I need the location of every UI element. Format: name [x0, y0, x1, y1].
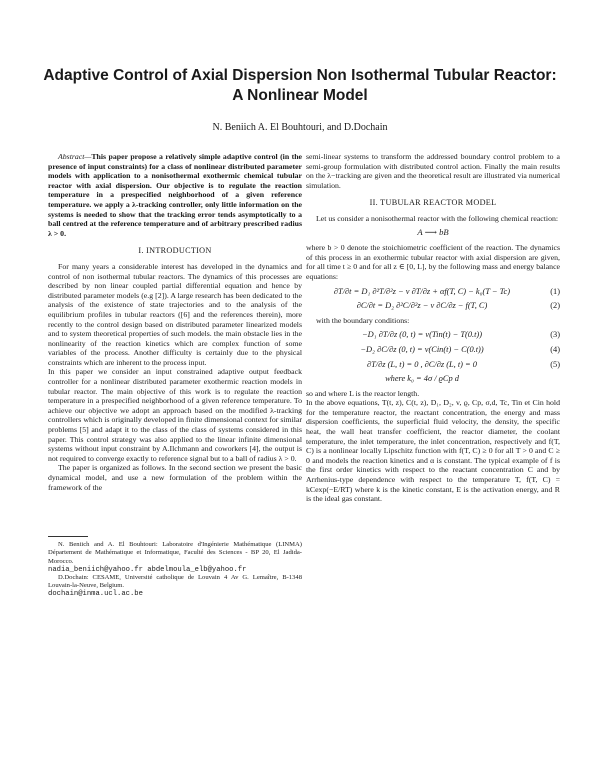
equation-body: −D₂ ∂C/∂z (0, t) = v(Cin(t) − C(0.t))	[360, 344, 484, 354]
right-column	[306, 152, 560, 504]
intro-paragraph: The paper is organized as follows. In the second section we present the basic dynamical model, and use a new formulation of the problem within the framework of the	[48, 463, 302, 492]
body-paragraph: so and where L is the reactor length.	[306, 388, 420, 398]
section-heading-model: II. TUBULAR REACTOR MODEL	[369, 198, 497, 208]
equation	[306, 360, 560, 370]
intro-paragraph: For many years a considerable interest has developed in the dynamics and control of non isothermal tubular reactors. The dynamics of this processes are described by non linear coupled partial differential equation and hence by distributed parameter models (e.g [2]). A large research has been dedicated to the analysis of the existence of state trajectories and to the analysis of the equilibrium profiles in tubular reactors ([6] and the references therein), more recently to the control design based on distributed parameter linearized models and to system theoretical properties of such models. the main obstacle lies in the nonlinearity of the reaction kinetics which are complex function of some variables of the process. Another difficulty is certainly due to the physical constraints which are inherent to the process input.	[48, 261, 302, 367]
footnote-email[interactable]: nadia_beniich@yahoo.fr abdelmoula_elb@yahoo.fr	[48, 565, 247, 574]
equation-body: ∂T/∂t = D₁ ∂²T/∂²z − v ∂T/∂z + αf(T, C) − k₀(T − Tc)	[333, 286, 511, 296]
footnote-affiliation: N. Beniich and A. El Bouhtouri: Laboratoire d'Ingénierie Mathématique (LINMA) Département de Mathématique et Informatique, Faculté des Sciences - BP 20, El Jadida- Morocco.	[48, 541, 302, 565]
equation-number: (1)	[550, 286, 560, 296]
equation-number: (3)	[550, 330, 560, 340]
equation-body: ∂C/∂t = D₂ ∂²C/∂²z − v ∂C/∂z − f(T, C)	[356, 301, 488, 311]
paper-title: Adaptive Control of Axial Dispersion Non Isothermal Tubular Reactor: A Nonlinear Model	[43, 67, 557, 104]
chemical-reaction: A ⟶ bB	[417, 226, 449, 237]
footnote-email[interactable]: dochain@inma.ucl.ac.be	[48, 590, 143, 599]
footnote-affiliation: D.Dochain: CESAME, Université catholique de Louvain 4 Av G. Lemaître, B-1348 Louvain-la-Neuve, Belgium.	[48, 574, 302, 590]
body-paragraph: where b > 0 denote the stoichiometric coefficient of the reaction. The dynamics of this process in an exothermic tubular reactor with axial dispersion are given, for all time t ≥ 0 and for all z ∈ [0, L], by the following mass and energy balance equations:	[306, 243, 560, 281]
abstract	[48, 152, 302, 238]
equation	[306, 301, 560, 311]
equation	[306, 374, 560, 384]
equation	[306, 330, 560, 340]
equation-number: (5)	[550, 359, 560, 369]
equation-body: ∂T/∂z (L, t) = 0 , ∂C/∂z (L, t) = 0	[367, 359, 477, 369]
equation-number: (4)	[550, 344, 560, 354]
abstract-lead: Abstract—	[58, 152, 92, 161]
section-heading-introduction: I. INTRODUCTION	[138, 246, 212, 256]
abstract-text: This paper propose a relatively simple adaptive control (in the presence of input constraints) for a class of nonlinear distributed parameter models with application to a nonisothermal exothermic chemical tubular reactor with axial dispersion. Our objective is to regulate the reaction temperature in a prespecified neighborhood of a given reference temperature. we apply a λ-tracking controller, only little information on the systems is needed to show that the tracking error tends asymptotically to a ball centred at the reference temperature and of arbitrary prescribed radius λ > 0.	[48, 152, 302, 238]
body-paragraph: with the boundary conditions:	[316, 315, 410, 325]
paper-authors: N. Beniich A. El Bouhtouri, and D.Dochain	[212, 122, 388, 133]
body-paragraph: semi-linear systems to transform the addressed boundary control problem to a semi-group formulation with distributed control action. Finally the main results on the λ−tracking are given and the theoretical result are illustrated via numerical simulation.	[306, 152, 560, 190]
left-column	[48, 152, 302, 599]
equation-body: where k₀ = 4σ / ϱCp d	[385, 374, 459, 384]
equation-body: −D₁ ∂T/∂z (0, t) = v(Tin(t) − T(0.t))	[361, 330, 483, 340]
body-paragraph: In the above equations, T(t, z), C(t, z), D₁, D₂, v, ϱ, Cp, σ,d, Tc, Tin et Cin hold for the temperature reactor, the reactant concentration, the energy and mass dispersion coefficients, the superficial fluid velocity, the density, the specific heat, the wall heat transfer coefficient, the reactor diameter, the coolant temperature, the inlet temperature, the inlet concentration, respectively and f(T, C) is a nonlinear locally Lipschitz function with f(T, C) ≥ 0 for all T > 0 and C ≥ 0 and models the reaction kinetics and α is constant. The typical example of f is the first order kinetics with respect to the reactant concentration C and by Arrhenius-type dependence with respect to the temperature T, f(T, C) = kCexp(−E/RT) where k is the kinetic constant, E is the activation energy, and R is the ideal gas constant.	[306, 398, 560, 504]
body-paragraph: Let us consider a nonisothermal reactor with the following chemical reaction:	[316, 213, 559, 223]
footnotes	[48, 536, 302, 598]
footnote-divider	[48, 536, 88, 537]
equation-number: (2)	[550, 301, 560, 311]
equation	[306, 345, 560, 355]
equation	[306, 287, 560, 297]
intro-paragraph: In this paper we consider an input constrained adaptive output feedback controller for a nonlinear distributed parameter exothermic reaction models in tubular reactor. The main objective of this work is to regulate the reaction temperature in a prespecified neighborhood of a given reference temperature. To achieve our objective we adopt an approach based on the modified λ-tracking controllers which is originally developed in finite dimensional context for similar problems [5] and adapt it to the class of the class of systems considered in this paper. This control strategy was also applied to the linear infinite dimensional systems without input constraint by A.Ilchmann and coworkers [4], the output is not required to converge exactly to reference signal but to a ball of radius λ > 0.	[48, 367, 302, 463]
